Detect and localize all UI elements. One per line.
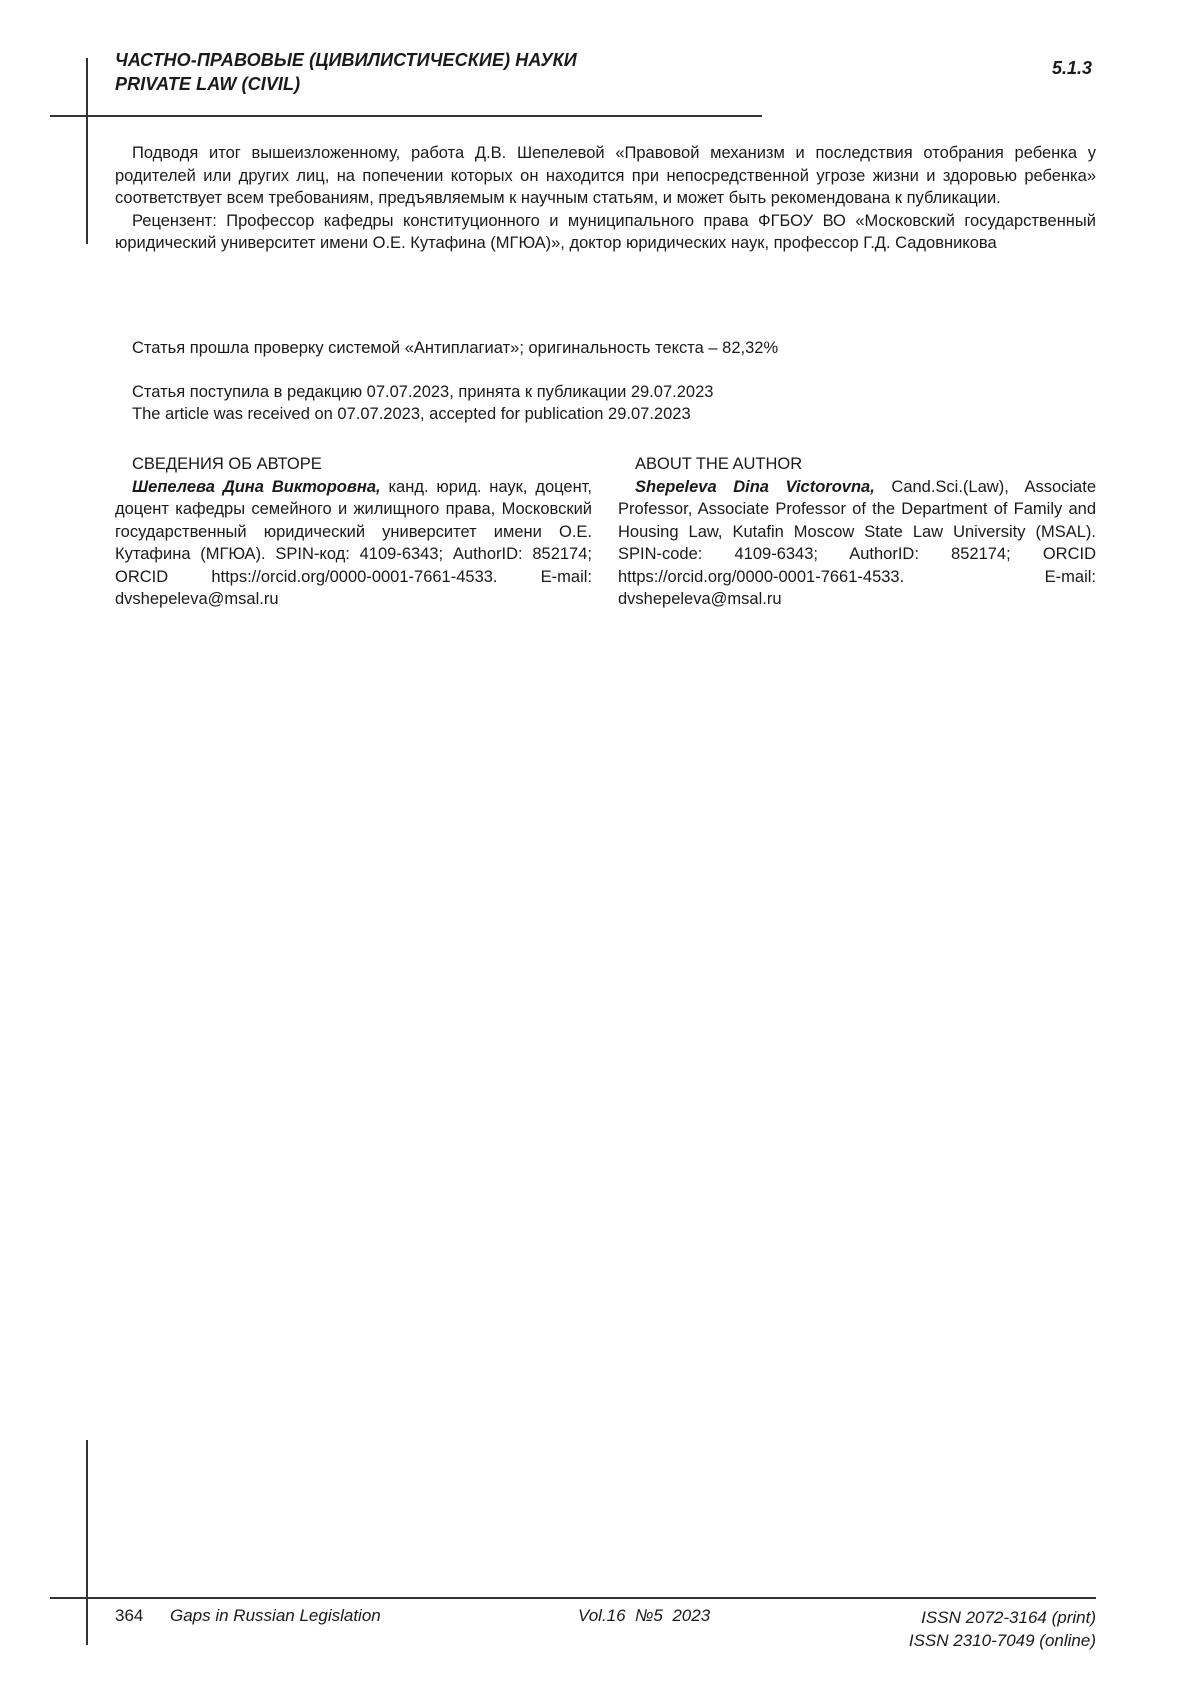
header-vertical-rule — [86, 58, 88, 244]
header-horizontal-rule — [50, 115, 762, 117]
author-info-ru — [115, 453, 592, 611]
footer-vertical-rule — [86, 1440, 88, 1645]
conclusion-paragraph: Подводя итог вышеизложенному, работа Д.В. Шепелевой «Правовой механизм и последствия отобрания ребенка у родителей или других лиц, на попечении которых он находится при непосредственной угрозе жизни и здоровью ребенка» соответствует всем требованиям, предъявляемым к научным статьям, и может быть рекомендована к публикации. — [115, 144, 1096, 207]
reviewer-paragraph: Рецензент: Профессор кафедры конституционного и муниципального права ФГБОУ ВО «Московский государственный юридический университет имени О.Е. Кутафина (МГЮА)», доктор юридических наук, профессор Г.Д. Садовникова — [115, 211, 1096, 252]
author-heading-ru: СВЕДЕНИЯ ОБ АВТОРЕ — [132, 455, 322, 473]
issn-print: ISSN 2072-3164 (print) — [921, 1608, 1096, 1627]
section-heading — [115, 48, 577, 96]
author-text-en: Cand.Sci.(Law), Associate Professor, Associate Professor of the Department of Family and Housing Law, Kutafin Moscow State Law University (MSAL). SPIN-code: 4109-6343; AuthorID: 852174; ORCID https://orcid.org/0000-0001-7661-4533. E-mail: dvshepeleva@msal.ru — [618, 477, 1096, 608]
author-details-en — [618, 476, 1096, 611]
received-note-en: The article was received on 07.07.2023, accepted for publication 29.07.2023 — [132, 405, 691, 423]
author-heading-en: ABOUT THE AUTHOR — [635, 455, 803, 473]
page-number: 364 — [115, 1606, 144, 1625]
received-note-ru: Статья поступила в редакцию 07.07.2023, принята к публикации 29.07.2023 — [132, 383, 714, 401]
section-title-ru: ЧАСТНО-ПРАВОВЫЕ (ЦИВИЛИСТИЧЕСКИЕ) НАУКИ — [115, 50, 577, 70]
volume-info: Vol.16 №5 2023 — [578, 1606, 711, 1625]
author-name-en: Shepeleva Dina Victorovna, — [635, 477, 875, 496]
footer-horizontal-rule — [50, 1597, 1096, 1599]
issn-block — [909, 1606, 1096, 1652]
review-text — [115, 142, 1096, 255]
journal-title: Gaps in Russian Legislation — [170, 1606, 381, 1625]
issn-online: ISSN 2310-7049 (online) — [908, 1631, 1096, 1650]
section-title-en: PRIVATE LAW (CIVIL) — [115, 74, 301, 94]
author-info-en — [618, 453, 1096, 611]
author-details-ru — [115, 476, 592, 611]
specialty-code: 5.1.3 — [1051, 58, 1092, 78]
author-text-ru: канд. юрид. наук, доцент, доцент кафедры семейного и жилищного права, Московский государственный юридический университет имени О.Е. Кутафина (МГЮА). SPIN-код: 4109-6343; AuthorID: 852174; ORCID https://orcid.org/0000-0001-7661-4533. E-mail: dvshepeleva@msal.ru — [115, 477, 592, 608]
author-name-ru: Шепелева Дина Викторовна, — [132, 477, 381, 496]
antiplagiat-note: Статья прошла проверку системой «Антиплагиат»; оригинальность текста – 82,32% — [132, 339, 779, 357]
